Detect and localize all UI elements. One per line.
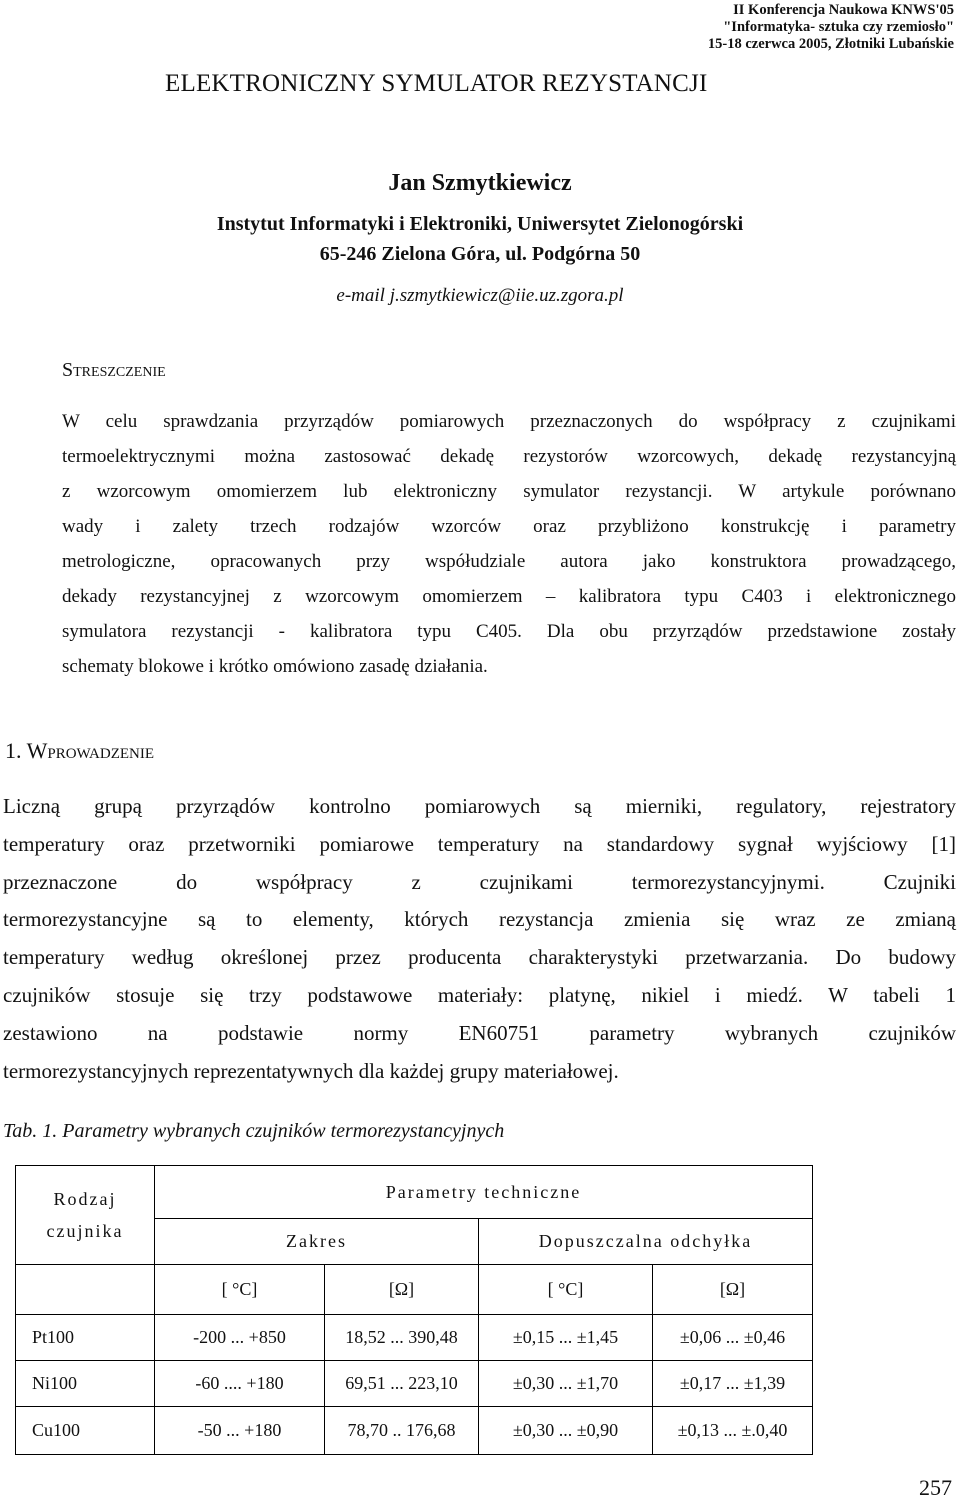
unit-cell: [Ω] bbox=[653, 1265, 813, 1315]
section-heading: 1. Wprowadzenie bbox=[5, 738, 155, 763]
abstract-line: metrologiczne, opracowanych przy współudziale autora jako konstruktora prowadzącego, bbox=[62, 551, 956, 572]
unit-cell: [ °C] bbox=[479, 1265, 653, 1315]
intro-line: temperatury oraz przetworniki pomiarowe temperatury na standardowy sygnał wyjściowy [1] bbox=[3, 832, 956, 856]
table-cell: ±0,06 ... ±0,46 bbox=[653, 1315, 813, 1361]
conference-line-1: II Konferencja Naukowa KNWS'05 bbox=[733, 2, 954, 18]
table-cell: ±0,30 ... ±0,90 bbox=[479, 1407, 653, 1455]
header-sensor-type bbox=[16, 1166, 155, 1265]
header-sensor-type-label: Rodzaj czujnika bbox=[46, 1189, 124, 1241]
table-cell: 78,70 .. 176,68 bbox=[325, 1407, 479, 1455]
institution: Instytut Informatyki i Elektroniki, Uniwersytet Zielonogórski bbox=[216, 213, 744, 235]
table-row bbox=[16, 1315, 813, 1361]
conference-line-2: "Informatyka- sztuka czy rzemiosło" bbox=[723, 19, 954, 35]
header-range: Zakres bbox=[155, 1219, 479, 1265]
units-empty-cell bbox=[16, 1265, 155, 1315]
intro-line: temperatury według określonej przez producenta charakterystyki przetwarzania. Do budowy bbox=[3, 945, 956, 969]
abstract-line: termoelektrycznymi można zastosować dekadę rezystorów wzorcowych, dekadę rezystancyjną bbox=[62, 446, 956, 467]
page-number: 257 bbox=[919, 1475, 952, 1500]
table-row bbox=[16, 1361, 813, 1407]
intro-line: przeznaczone do współpracy z czujnikami termorezystancyjnymi. Czujniki bbox=[3, 870, 956, 894]
abstract-line: schematy blokowe i krótko omówiono zasadę działania. bbox=[62, 656, 488, 677]
table-cell: 69,51 ... 223,10 bbox=[325, 1361, 479, 1407]
address: 65-246 Zielona Góra, ul. Podgórna 50 bbox=[319, 243, 641, 265]
intro-line: Liczną grupą przyrządów kontrolno pomiarowych są mierniki, regulatory, rejestratory bbox=[3, 794, 956, 818]
intro-line: czujników stosuje się trzy podstawowe materiały: platynę, nikiel i miedź. W tabeli 1 bbox=[3, 983, 956, 1007]
abstract-line: wady i zalety trzech rodzajów wzorców oraz przybliżono konstrukcję i parametry bbox=[62, 516, 956, 537]
intro-line: zestawiono na podstawie normy EN60751 parametry wybranych czujników bbox=[3, 1021, 956, 1045]
unit-cell: [Ω] bbox=[325, 1265, 479, 1315]
table-caption: Tab. 1. Parametry wybranych czujników termorezystancyjnych bbox=[3, 1120, 505, 1142]
abstract-line: dekady rezystancyjnej z wzorcowym omomierzem – kalibratora typu C403 i elektronicznego bbox=[62, 586, 956, 607]
abstract-line: W celu sprawdzania przyrządów pomiarowych przeznaczonych do współpracy z czujnikami bbox=[62, 411, 956, 432]
table-cell: ±0,17 ... ±1,39 bbox=[653, 1361, 813, 1407]
intro-line: termorezystancyjnych reprezentatywnych dla każdej grupy materiałowej. bbox=[3, 1059, 619, 1083]
table-cell: ±0,30 ... ±1,70 bbox=[479, 1361, 653, 1407]
conference-header bbox=[708, 2, 954, 53]
abstract-line: z wzorcowym omomierzem lub elektroniczny symulator rezystancji. W artykule porównano bbox=[62, 481, 956, 502]
table-cell: -50 ... +180 bbox=[155, 1407, 325, 1455]
table-cell: Pt100 bbox=[16, 1315, 155, 1361]
unit-cell: [ °C] bbox=[155, 1265, 325, 1315]
table-cell: 18,52 ... 390,48 bbox=[325, 1315, 479, 1361]
table-cell: ±0,13 ... ±.0,40 bbox=[653, 1407, 813, 1455]
table-cell: ±0,15 ... ±1,45 bbox=[479, 1315, 653, 1361]
intro-line: termorezystancyjne są to elementy, których rezystancja zmienia się wraz ze zmianą bbox=[3, 907, 956, 931]
table-cell: Cu100 bbox=[16, 1407, 155, 1455]
table-row bbox=[16, 1407, 813, 1455]
email: e-mail j.szmytkiewicz@iie.uz.zgora.pl bbox=[336, 285, 624, 306]
author-name: Jan Szmytkiewicz bbox=[388, 170, 572, 196]
abstract-line: symulatora rezystancji - kalibratora typu C405. Dla obu przyrządów przedstawione zostały bbox=[62, 621, 956, 642]
header-technical-params: Parametry techniczne bbox=[155, 1166, 813, 1219]
table-cell: -200 ... +850 bbox=[155, 1315, 325, 1361]
parameters-table bbox=[15, 1165, 813, 1455]
conference-line-3: 15-18 czerwca 2005, Złotniki Lubańskie bbox=[707, 36, 954, 52]
header-tolerance: Dopuszczalna odchyłka bbox=[479, 1219, 813, 1265]
abstract-heading: Streszczenie bbox=[62, 359, 166, 381]
paper-title: ELEKTRONICZNY SYMULATOR REZYSTANCJI bbox=[165, 70, 708, 97]
table-cell: -60 .... +180 bbox=[155, 1361, 325, 1407]
table-cell: Ni100 bbox=[16, 1361, 155, 1407]
